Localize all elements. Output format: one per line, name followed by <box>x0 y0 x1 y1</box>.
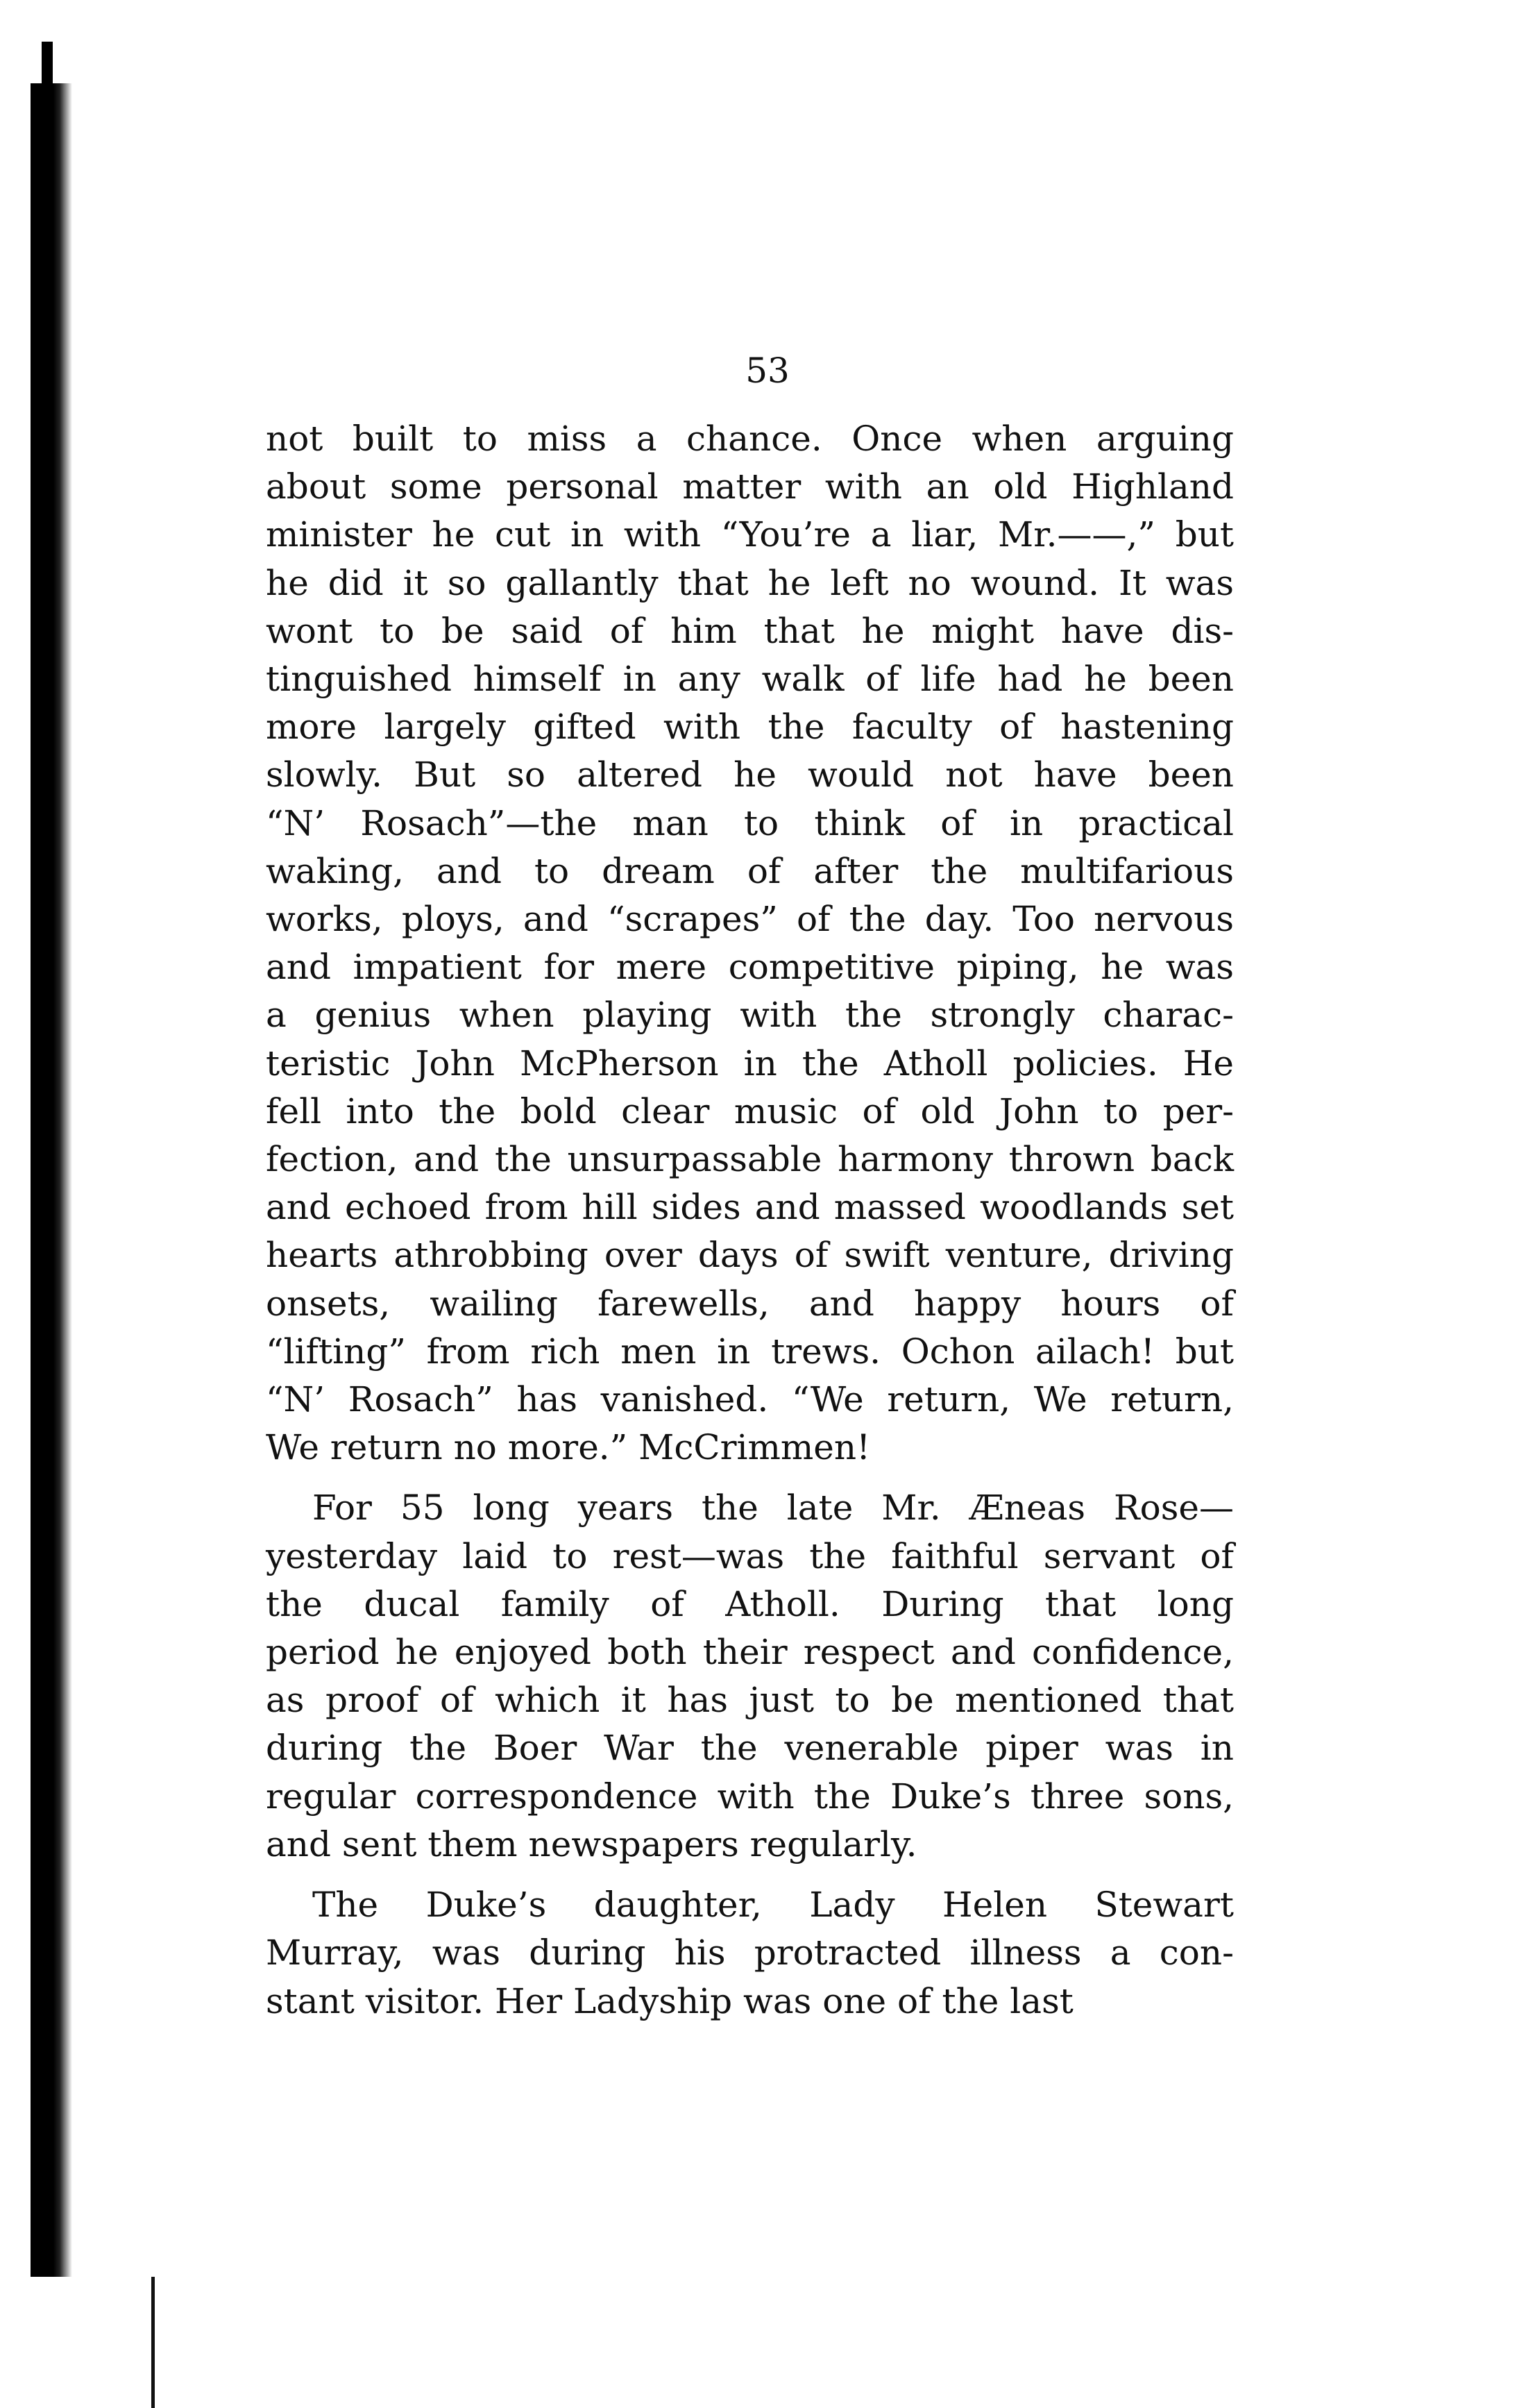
text-line: For 55 long years the late Mr. Æneas Rose— <box>312 1488 1234 1529</box>
text-line: onsets, wailing farewells, and happy hours of <box>266 1283 1234 1324</box>
text-line: yesterday laid to rest—was the faithful servant of <box>266 1535 1234 1576</box>
text-line: fection, and the unsurpassable harmony thrown back <box>266 1139 1234 1180</box>
text-line: not built to miss a chance. Once when arguing <box>266 419 1234 459</box>
text-line: We return no more.” McCrimmen! <box>266 1427 871 1468</box>
text-line: regular correspondence with the Duke’s three sons, <box>266 1776 1234 1817</box>
text-line: the ducal family of Atholl. During that long <box>266 1583 1234 1624</box>
text-line: he did it so gallantly that he left no wound. It was <box>266 562 1234 603</box>
text-line: and impatient for mere competitive piping, he was <box>266 947 1234 988</box>
text-line: hearts athrobbing over days of swift venture, driving <box>266 1235 1234 1276</box>
text-line: slowly. But so altered he would not have been <box>266 755 1234 795</box>
text-line: during the Boer War the venerable piper was in <box>266 1728 1234 1769</box>
text-line: tinguished himself in any walk of life had he been <box>266 659 1234 700</box>
text-line: and sent them newspapers regularly. <box>266 1824 917 1864</box>
paragraph <box>266 1881 1234 2026</box>
text-line: The Duke’s daughter, Lady Helen Stewart <box>312 1885 1234 1926</box>
text-line: a genius when playing with the strongly charac- <box>266 995 1234 1036</box>
binding-thread <box>151 2277 155 2408</box>
binding-shadow <box>31 83 72 2277</box>
paragraph <box>266 1484 1234 1869</box>
text-line: wont to be said of him that he might have dis- <box>266 610 1234 651</box>
text-line: minister he cut in with “You’re a liar, Mr.——,” but <box>266 514 1234 555</box>
paragraph <box>266 415 1234 1472</box>
text-line: Murray, was during his protracted illness a con- <box>266 1933 1234 1973</box>
text-line: teristic John McPherson in the Atholl policies. He <box>266 1043 1234 1084</box>
text-line: fell into the bold clear music of old John to per- <box>266 1091 1234 1131</box>
text-line: about some personal matter with an old Highland <box>266 466 1234 507</box>
text-line: waking, and to dream of after the multifarious <box>266 850 1234 891</box>
text-line: more largely gifted with the faculty of hastening <box>266 707 1234 748</box>
text-line: as proof of which it has just to be mentioned that <box>266 1680 1234 1721</box>
text-line: “N’ Rosach” has vanished. “We return, We return, <box>266 1379 1234 1420</box>
text-line: “N’ Rosach”—the man to think of in practical <box>266 802 1234 843</box>
page-number: 53 <box>745 351 790 391</box>
text-line: works, ploys, and “scrapes” of the day. Too nervous <box>266 899 1234 940</box>
page-text <box>266 415 1234 2026</box>
text-line: and echoed from hill sides and massed woodlands set <box>266 1187 1234 1228</box>
text-line: stant visitor. Her Ladyship was one of the last <box>266 1980 1074 2021</box>
text-line: “lifting” from rich men in trews. Ochon ailach! but <box>266 1331 1234 1372</box>
text-line: period he enjoyed both their respect and confidence, <box>266 1632 1234 1673</box>
